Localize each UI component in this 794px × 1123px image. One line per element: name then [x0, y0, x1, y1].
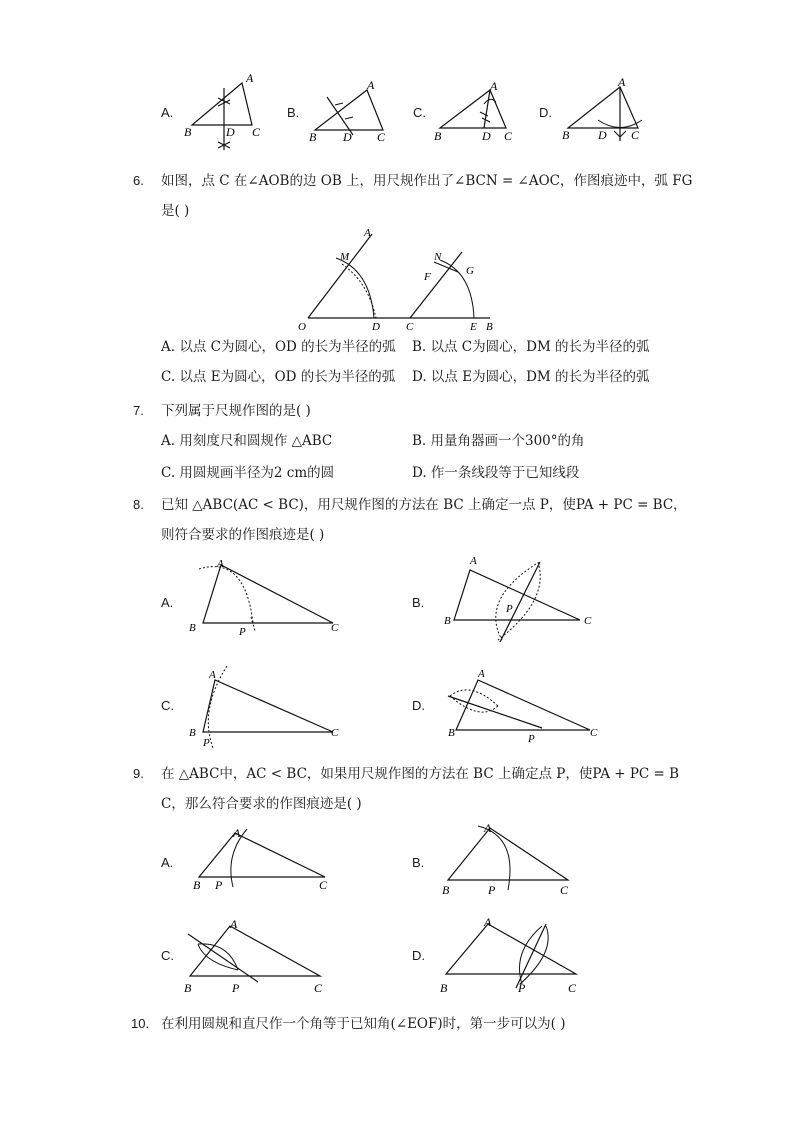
q6-label-g: G — [466, 265, 474, 277]
q7-option-b[interactable]: B. 用量角器画一个300°的角 — [412, 433, 585, 449]
q5c-label-c: C — [504, 129, 513, 143]
q6-label-o: O — [298, 321, 306, 333]
q5b-label-d: D — [343, 130, 352, 144]
q9-stem-line2: C，那么符合要求的作图痕迹是( ) — [161, 796, 362, 812]
q7-option-c[interactable]: C. 用圆规画半径为2 cm的圆 — [161, 465, 335, 481]
q9-option-d[interactable]: D. — [412, 948, 425, 963]
q6-option-a[interactable]: A. 以点 C为圆心，OD 的长为半径的弧 — [161, 339, 396, 355]
q8-figure-b — [440, 550, 605, 645]
q9a-label-a: A — [233, 826, 241, 840]
q9-option-b[interactable]: B. — [412, 855, 425, 870]
q8-option-b[interactable]: B. — [412, 595, 425, 610]
q9d-label-b: B — [440, 981, 448, 995]
q8d-label-p: P — [528, 733, 535, 745]
q5d-label-a: A — [618, 75, 626, 89]
q6-label-a: A — [364, 227, 371, 239]
q5a-label-b: B — [184, 125, 192, 139]
q9d-label-a: A — [484, 915, 492, 929]
q7-stem: 下列属于尺规作图的是( ) — [161, 403, 311, 419]
q9b-label-a: A — [484, 821, 492, 835]
q9a-label-b: B — [193, 878, 201, 892]
q6-label-n: N — [434, 251, 442, 263]
q9-option-c[interactable]: C. — [161, 948, 174, 963]
q6-figure — [290, 222, 510, 334]
q5c-label-a: A — [490, 79, 498, 93]
q8b-label-b: B — [444, 615, 451, 627]
q5d-label-b: B — [562, 128, 570, 142]
q8-option-c[interactable]: C. — [161, 698, 174, 713]
q5-figure-b — [305, 75, 395, 150]
q6-option-d[interactable]: D. 以点 E为圆心，DM 的长为半径的弧 — [412, 369, 650, 385]
q8-figure-d — [440, 660, 605, 750]
q5d-label-c: C — [631, 128, 640, 142]
q8-number: 8. — [133, 497, 144, 512]
q5a-label-d: D — [226, 125, 235, 139]
q5a-label-a: A — [246, 71, 254, 85]
q5b-label-b: B — [309, 130, 317, 144]
q9-stem-line1: 在 △ABC中，AC < BC，如果用尺规作图的方法在 BC 上确定点 P，使PA + PC = B — [161, 766, 680, 782]
q10-number: 10. — [131, 1016, 150, 1031]
q9-figure-c — [180, 912, 340, 997]
q8b-label-a: A — [470, 555, 477, 567]
q8a-label-p: P — [239, 626, 246, 638]
q8-figure-a — [185, 555, 350, 640]
q6-label-d: D — [372, 321, 380, 333]
q9c-label-b: B — [184, 981, 192, 995]
q9c-label-a: A — [230, 917, 238, 931]
q8d-label-a: A — [478, 668, 485, 680]
q6-stem-line1: 如图，点 C 在∠AOB的边 OB 上，用尺规作出了∠BCN = ∠AOC，作图痕迹中，弧 FG — [161, 173, 693, 189]
q9d-label-p: P — [518, 981, 526, 995]
q6-label-c: C — [406, 321, 414, 333]
q8c-label-b: B — [189, 727, 196, 739]
q5-option-a[interactable]: A. — [161, 105, 174, 120]
q9-figure-d — [436, 912, 586, 997]
q5b-label-a: A — [367, 78, 375, 92]
q6-label-m: M — [340, 251, 350, 263]
q5-figure-c — [430, 78, 520, 150]
q8-figure-c — [185, 660, 350, 750]
q6-option-c[interactable]: C. 以点 E为圆心，OD 的长为半径的弧 — [161, 369, 396, 385]
q9d-label-c: C — [568, 981, 577, 995]
q8-stem-line2: 则符合要求的作图痕迹是( ) — [161, 527, 325, 543]
q5-option-b[interactable]: B. — [287, 105, 300, 120]
q9b-label-c: C — [560, 883, 569, 897]
q5-option-c[interactable]: C. — [413, 105, 426, 120]
q9-figure-b — [438, 818, 588, 898]
q5-option-d[interactable]: D. — [539, 105, 552, 120]
q9-figure-a — [185, 825, 345, 895]
q6-option-b[interactable]: B. 以点 C为圆心，DM 的长为半径的弧 — [412, 339, 650, 355]
q6-number: 6. — [133, 173, 144, 188]
q8b-label-p: P — [506, 603, 513, 615]
q5b-label-c: C — [377, 130, 386, 144]
q9c-label-c: C — [314, 981, 323, 995]
q8a-label-a: A — [217, 558, 224, 570]
q8-option-a[interactable]: A. — [161, 595, 174, 610]
q8a-label-c: C — [331, 622, 339, 634]
q5d-label-d: D — [598, 128, 607, 142]
q6-label-e: E — [470, 321, 477, 333]
q6-label-f: F — [424, 271, 431, 283]
q8d-label-c: C — [590, 727, 598, 739]
q5a-label-c: C — [252, 125, 261, 139]
q8c-label-c: C — [331, 727, 339, 739]
q9b-label-b: B — [442, 883, 450, 897]
q7-option-d[interactable]: D. 作一条线段等于已知线段 — [412, 465, 580, 481]
q9-number: 9. — [133, 766, 144, 781]
q5-figure-a — [180, 70, 270, 155]
q5c-label-d: D — [482, 129, 491, 143]
q8b-label-c: C — [584, 615, 592, 627]
q8-option-d[interactable]: D. — [412, 698, 425, 713]
q8c-label-a: A — [209, 669, 216, 681]
q5c-label-b: B — [434, 129, 442, 143]
q9a-label-c: C — [319, 878, 328, 892]
q7-option-a[interactable]: A. 用刻度尺和圆规作 △ABC — [161, 433, 333, 449]
q7-number: 7. — [133, 403, 144, 418]
q6-stem-line2: 是( ) — [161, 203, 190, 219]
q9c-label-p: P — [232, 981, 240, 995]
q10-stem: 在利用圆规和直尺作一个角等于已知角(∠EOF)时，第一步可以为( ) — [161, 1016, 566, 1032]
q9b-label-p: P — [488, 883, 496, 897]
q6-label-b: B — [486, 321, 493, 333]
q5-figure-d — [558, 75, 648, 150]
q9a-label-p: P — [215, 878, 223, 892]
q8-stem-line1: 已知 △ABC(AC < BC)，用尺规作图的方法在 BC 上确定一点 P，使PA + PC = BC， — [161, 497, 687, 513]
q8d-label-b: B — [448, 727, 455, 739]
q8c-label-p: P — [203, 737, 210, 749]
q9-option-a[interactable]: A. — [161, 855, 174, 870]
q8a-label-b: B — [189, 622, 196, 634]
